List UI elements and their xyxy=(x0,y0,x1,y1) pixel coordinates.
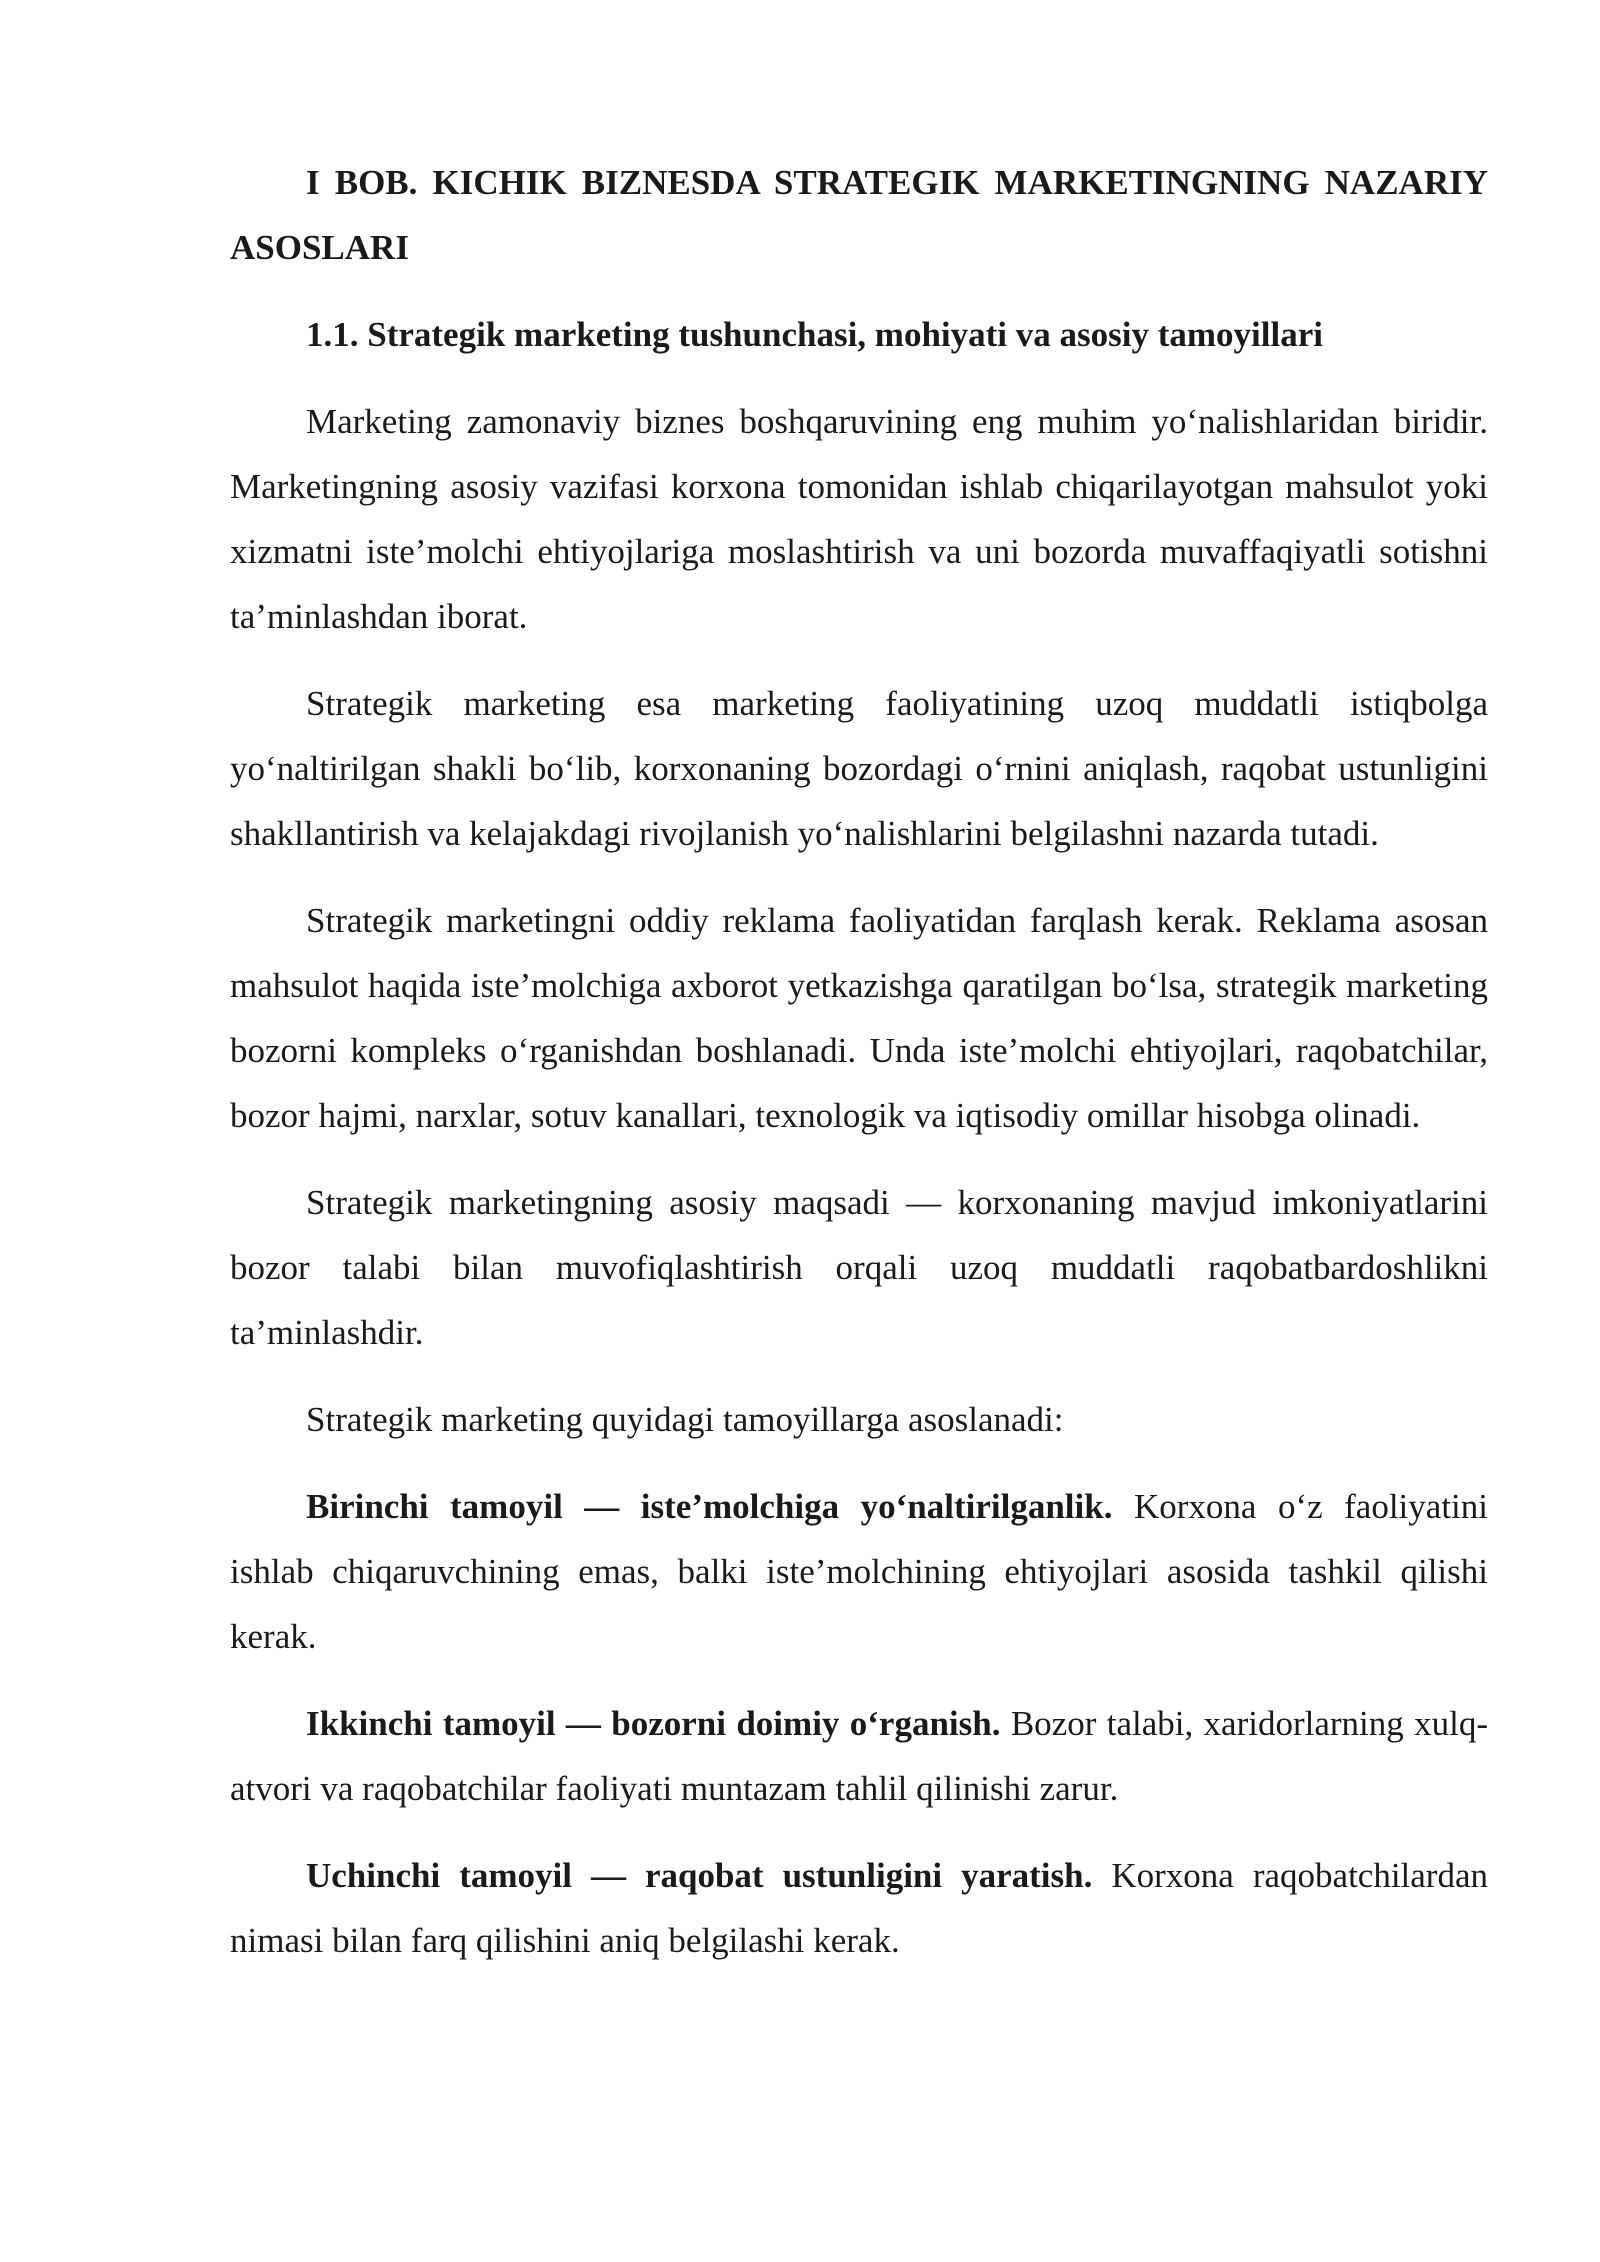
document-page xyxy=(230,150,1488,1973)
principle-lead: Birinchi tamoyil — iste’molchiga yo‘naltirilganlik. xyxy=(306,1487,1113,1526)
principle-lead: Uchinchi tamoyil — raqobat ustunligini yaratish. xyxy=(306,1856,1093,1895)
principle-lead: Ikkinchi tamoyil — bozorni doimiy o‘rganish. xyxy=(306,1704,1001,1743)
principle-text: Korxona o‘z faoliyatini ishlab chiqaruvchining emas, balki iste’molchining ehtiyojlari asosida tashkil qilishi kerak. xyxy=(230,1487,1488,1656)
chapter-title: I BOB. KICHIK BIZNESDA STRATEGIK MARKETINGNING NAZARIY ASOSLARI xyxy=(230,163,1488,267)
paragraph: Marketing zamonaviy biznes boshqaruvining eng muhim yo‘nalishlaridan biridir. Marketingning asosiy vazifasi korxona tomonidan ishlab chiqarilayotgan mahsulot yoki xizmatni iste’molchi ehtiyojlariga moslashtirish va uni bozorda muvaffaqiyatli sotishni ta’minlashdan iborat. xyxy=(230,402,1488,636)
section-title: 1.1. Strategik marketing tushunchasi, mohiyati va asosiy tamoyillari xyxy=(306,315,1323,354)
principle-paragraph xyxy=(230,1691,1488,1821)
paragraph: Strategik marketing quyidagi tamoyillarga asoslanadi: xyxy=(306,1400,1064,1439)
principle-text: Bozor talabi, xaridorlarning xulq-atvori va raqobatchilar faoliyati muntazam tahlil qilinishi zarur. xyxy=(230,1704,1488,1808)
paragraph: Strategik marketing esa marketing faoliyatining uzoq muddatli istiqbolga yo‘naltirilgan shakli bo‘lib, korxonaning bozordagi o‘rnini aniqlash, raqobat ustunligini shakllantirish va kelajakdagi rivojlanish yo‘nalishlarini belgilashni nazarda tutadi. xyxy=(230,684,1488,853)
principle-paragraph xyxy=(230,1843,1488,1973)
paragraph: Strategik marketingning asosiy maqsadi — korxonaning mavjud imkoniyatlarini bozor talabi bilan muvofiqlashtirish orqali uzoq muddatli raqobatbardoshlikni ta’minlashdir. xyxy=(230,1183,1488,1352)
principle-paragraph xyxy=(230,1474,1488,1669)
principle-text: Korxona raqobatchilardan nimasi bilan farq qilishini aniq belgilashi kerak. xyxy=(230,1856,1489,1960)
paragraph: Strategik marketingni oddiy reklama faoliyatidan farqlash kerak. Reklama asosan mahsulot haqida iste’molchiga axborot yetkazishga qaratilgan bo‘lsa, strategik marketing bozorni kompleks o‘rganishdan boshlanadi. Unda iste’molchi ehtiyojlari, raqobatchilar, bozor hajmi, narxlar, sotuv kanallari, texnologik va iqtisodiy omillar hisobga olinadi. xyxy=(230,901,1488,1135)
